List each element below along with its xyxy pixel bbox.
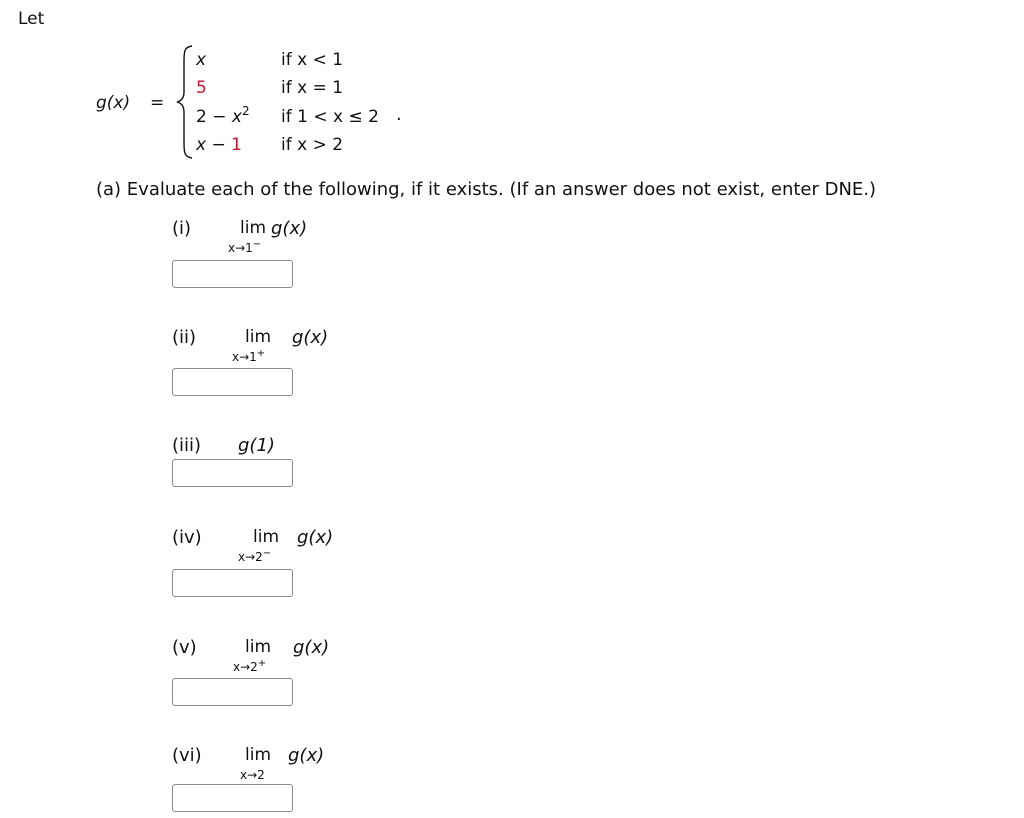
lim-subscript xyxy=(238,550,271,564)
lim-operator: lim xyxy=(253,527,280,547)
part-a-instruction: (a) Evaluate each of the following, if it exists. (If an answer does not exist, enter DNE.) xyxy=(96,179,877,200)
item-label: (ii) xyxy=(172,327,197,348)
lim-approach: x→2 xyxy=(238,550,263,564)
item-function: g(1) xyxy=(238,435,275,456)
answer-input[interactable] xyxy=(172,678,293,706)
lim-approach: x→1 xyxy=(232,350,257,364)
function-lhs: g(x) xyxy=(96,93,131,113)
lim-side: + xyxy=(257,658,267,669)
case-expression-part: 2 − xyxy=(196,107,232,127)
lim-operator: lim xyxy=(245,327,272,347)
function-equals: = xyxy=(150,93,165,113)
item-label: (v) xyxy=(172,637,197,658)
case-expression xyxy=(196,104,250,127)
answer-input[interactable] xyxy=(172,368,293,396)
case-expression-part: x xyxy=(196,135,207,155)
lim-approach: x→2 xyxy=(240,768,265,782)
case-expression xyxy=(196,50,206,70)
case-expression-part: x xyxy=(196,50,207,70)
case-expression-part: 1 xyxy=(231,135,242,155)
item-function: g(x) xyxy=(292,327,329,348)
item-label: (i) xyxy=(172,218,192,239)
case-condition: if x > 2 xyxy=(281,135,344,155)
case-expression-part: x xyxy=(231,107,242,127)
lim-subscript xyxy=(240,768,265,782)
intro-text: Let xyxy=(18,9,45,29)
item-function: g(x) xyxy=(271,218,308,239)
lim-approach: x→1 xyxy=(228,241,253,255)
answer-input[interactable] xyxy=(172,569,293,597)
item-label: (iv) xyxy=(172,527,202,548)
lim-approach: x→2 xyxy=(233,660,258,674)
item-function: g(x) xyxy=(293,637,330,658)
left-brace-icon xyxy=(176,44,194,160)
case-expression xyxy=(196,135,242,155)
case-expression-part: − xyxy=(206,135,232,155)
lim-subscript xyxy=(233,660,266,674)
item-function: g(x) xyxy=(288,745,325,766)
case-condition: if 1 < x ≤ 2 xyxy=(281,107,379,127)
case-condition: if x = 1 xyxy=(281,78,344,98)
lim-operator: lim xyxy=(245,745,272,765)
answer-input[interactable] xyxy=(172,260,293,288)
case-expression-part: 5 xyxy=(196,78,207,98)
answer-input[interactable] xyxy=(172,784,293,812)
lim-operator: lim xyxy=(245,637,272,657)
item-label: (vi) xyxy=(172,745,202,766)
answer-input[interactable] xyxy=(172,459,293,487)
function-period: . xyxy=(396,104,402,125)
lim-operator: lim xyxy=(240,218,267,238)
lim-subscript xyxy=(232,350,265,364)
item-label: (iii) xyxy=(172,435,202,456)
lim-side: − xyxy=(252,239,262,250)
lim-subscript xyxy=(228,241,261,255)
item-function: g(x) xyxy=(297,527,334,548)
case-expression-part: 2 xyxy=(241,104,250,118)
case-expression xyxy=(196,78,207,98)
lim-side: − xyxy=(262,548,272,559)
case-condition: if x < 1 xyxy=(281,50,344,70)
lim-side: + xyxy=(256,348,266,359)
